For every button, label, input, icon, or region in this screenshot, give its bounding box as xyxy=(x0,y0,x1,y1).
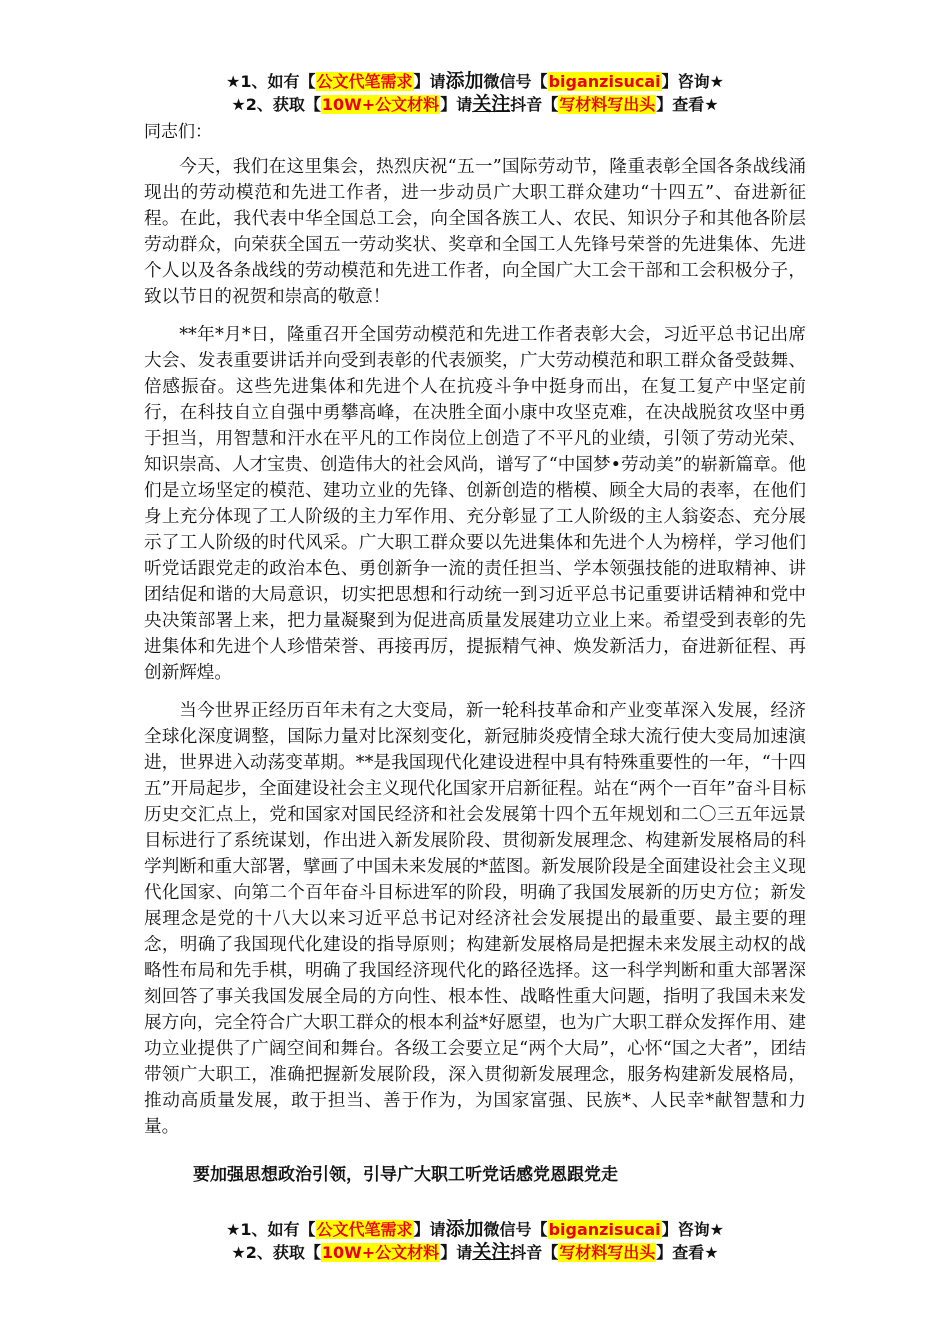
promo-text: 】请 xyxy=(440,1243,473,1262)
douyin-account: 写材料写出头 xyxy=(559,95,656,114)
promo-text: 微信号【 xyxy=(483,1220,548,1239)
promo-line-1 xyxy=(0,1218,950,1241)
wechat-id: biganzisucai xyxy=(548,1220,661,1239)
promo-text: 】查看★ xyxy=(656,1243,719,1262)
douyin-account: 写材料写出头 xyxy=(559,1243,656,1262)
emphasis-text: 添加 xyxy=(445,70,484,92)
paragraph: 当今世界正经历百年未有之大变局，新一轮科技革命和产业变革深入发展，经济全球化深度调整，国际力量对比深刻变化，新冠肺炎疫情全球大流行使大变局加速演进，世界进入动荡变革期。**是我国现代化建设进程中具有特殊重要性的一年，“十四五”开局起步，全面建设社会主义现代化国家开启新征程。站在“两个一百年”奋斗目标历史交汇点上，党和国家对国民经济和社会发展第十四个五年规划和二〇三五年远景目标进行了系统谋划，作出进入新发展阶段、贯彻新发展理念、构建新发展格局的科学判断和重大部署，擘画了中国未来发展的*蓝图。新发展阶段是全面建设社会主义现代化国家、向第二个百年奋斗目标进军的阶段，明确了我国发展新的历史方位；新发展理念是党的十八大以来习近平总书记对经济社会发展提出的最重要、最主要的理念，明确了我国现代化建设的指导原则；构建新发展格局是把握未来发展主动权的战略性布局和先手棋，明确了我国经济现代化的路径选择。这一科学判断和重大部署深刻回答了事关我国发展全局的方向性、根本性、战略性重大问题，指明了我国未来发展方向，完全符合广大职工群众的根本利益*好愿望，也为广大职工群众发挥作用、建功立业提供了广阔空间和舞台。各级工会要立足“两个大局”，心怀“国之大者”，团结带领广大职工，准确把握新发展阶段，深入贯彻新发展理念，服务构建新发展格局，推动高质量发展，敢于担当、善于作为，为国家富强、民族*、人民幸*献智慧和力量。 xyxy=(144,701,806,1137)
promo-text: ★1、如有【 xyxy=(226,72,316,91)
promo-text: 】请 xyxy=(413,1220,446,1239)
promo-text: 】咨询★ xyxy=(661,72,724,91)
highlighted-materials: 10W+公文材料 xyxy=(321,1243,440,1262)
highlighted-service: 公文代笔需求 xyxy=(316,1220,413,1239)
promo-banner-bottom xyxy=(0,1218,950,1264)
promo-line-2 xyxy=(0,93,950,116)
emphasis-text: 关注 xyxy=(472,1241,511,1263)
promo-text: ★2、获取【 xyxy=(231,1243,321,1262)
promo-text: 抖音【 xyxy=(510,95,559,114)
promo-text: 】查看★ xyxy=(656,95,719,114)
promo-line-1 xyxy=(0,70,950,93)
promo-text: 】请 xyxy=(413,72,446,91)
promo-text: 】咨询★ xyxy=(661,1220,724,1239)
section-heading: 要加强思想政治引领，引导广大职工听党话感党恩跟党走 xyxy=(193,1165,618,1185)
emphasis-text: 关注 xyxy=(472,93,511,115)
paragraph: 今天，我们在这里集会，热烈庆祝“五一”国际劳动节，隆重表彰全国各条战线涌现出的劳动模范和先进工作者，进一步动员广大职工群众建功“十四五”、奋进新征程。在此，我代表中华全国总工会，向全国各族工人、农民、知识分子和其他各阶层劳动群众，向荣获全国五一劳动奖状、奖章和全国工人先锋号荣誉的先进集体、先进个人以及各条战线的劳动模范和先进工作者，向全国广大工会干部和工会积极分子，致以节日的祝贺和崇高的敬意！ xyxy=(144,157,806,307)
promo-text: ★1、如有【 xyxy=(226,1220,316,1239)
promo-text: 微信号【 xyxy=(483,72,548,91)
promo-banner-top xyxy=(0,70,950,116)
speech-body xyxy=(144,154,806,1152)
emphasis-text: 添加 xyxy=(445,1218,484,1240)
salutation: 同志们： xyxy=(144,122,212,142)
promo-text: 抖音【 xyxy=(510,1243,559,1262)
highlighted-service: 公文代笔需求 xyxy=(316,72,413,91)
paragraph: **年*月*日，隆重召开全国劳动模范和先进工作者表彰大会，习近平总书记出席大会、发表重要讲话并向受到表彰的代表颁奖，广大劳动模范和职工群众备受鼓舞、倍感振奋。这些先进集体和先进个人在抗疫斗争中挺身而出，在复工复产中坚定前行，在科技自立自强中勇攀高峰，在决胜全面小康中攻坚克难，在决战脱贫攻坚中勇于担当，用智慧和汗水在平凡的工作岗位上创造了不平凡的业绩，引领了劳动光荣、知识崇高、人才宝贵、创造伟大的社会风尚，谱写了“中国梦•劳动美”的崭新篇章。他们是立场坚定的模范、建功立业的先锋、创新创造的楷模、顾全大局的表率，在他们身上充分体现了工人阶级的主力军作用、充分彰显了工人阶级的主人翁姿态、充分展示了工人阶级的时代风采。广大职工群众要以先进集体和先进个人为榜样，学习他们听党话跟党走的政治本色、勇创新争一流的责任担当、学本领强技能的进取精神、讲团结促和谐的大局意识，切实把思想和行动统一到习近平总书记重要讲话精神和党中央决策部署上来，把力量凝聚到为促进高质量发展建功立业上来。希望受到表彰的先进集体和先进个人珍惜荣誉、再接再厉，提振精气神、焕发新活力，奋进新征程、再创新辉煌。 xyxy=(144,325,806,683)
promo-line-2 xyxy=(0,1241,950,1264)
promo-text: ★2、获取【 xyxy=(231,95,321,114)
wechat-id: biganzisucai xyxy=(548,72,661,91)
highlighted-materials: 10W+公文材料 xyxy=(321,95,440,114)
promo-text: 】请 xyxy=(440,95,473,114)
